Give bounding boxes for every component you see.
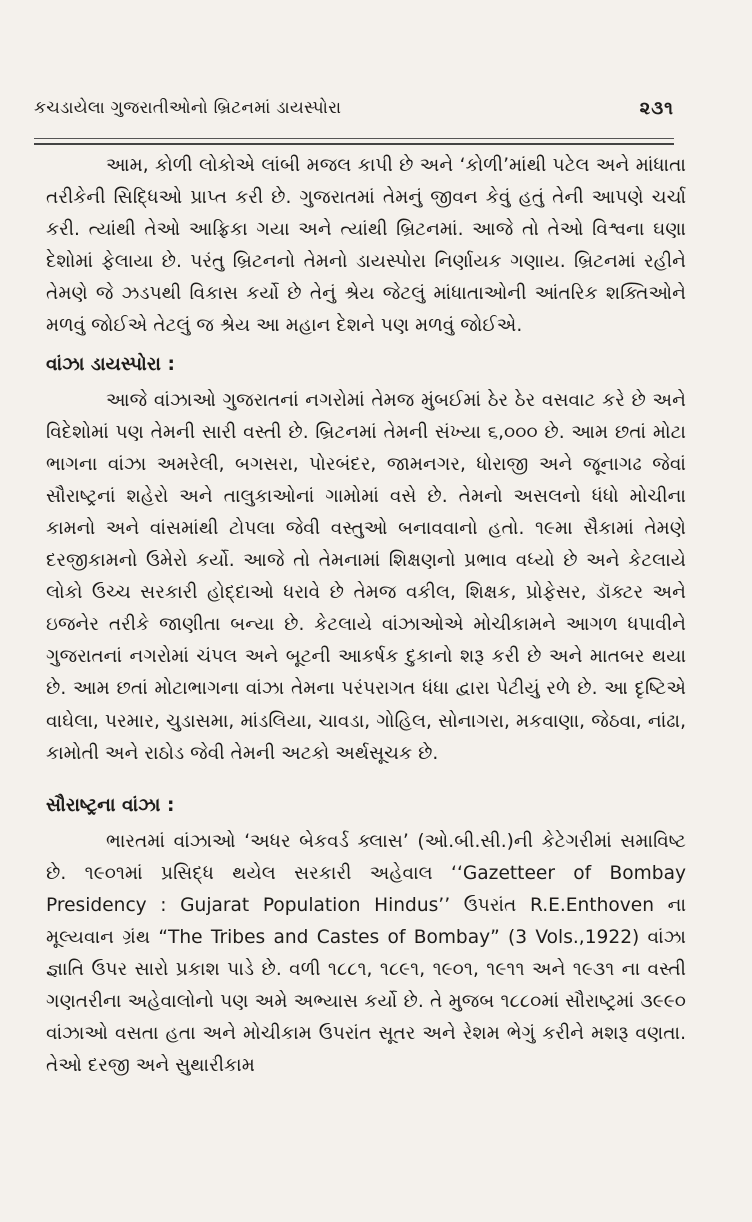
section-heading-saurashtra-vanza: સૌરાષ્ટ્રના વાંઝા : [46,794,175,816]
paragraph-vanza-diaspora: આજે વાંઝાઓ ગુજરાતનાં નગરોમાં તેમજ મુંબઈમાં ઠેર ઠેર વસવાટ કરે છે અને વિદેશોમાં પણ તેમની સારી વસ્તી છે. બ્રિટનમાં તેમની સંખ્યા ૬,૦૦૦ છે. આમ છતાં મોટા ભાગના વાંઝા અમરેલી, બગસરા, પોરબંદર, જામનગર, ધોરાજી અને જૂનાગઢ જેવાં સૌરાષ્ટ્રનાં શહેરો અને તાલુકાઓનાં ગામોમાં વસે છે. તેમનો અસલનો ધંધો મોચીના કામનો અને વાંસમાંથી ટોપલા જેવી વસ્તુઓ બનાવવાનો હતો. ૧૯મા સૈકામાં તેમણે દરજીકામનો ઉમેરો કર્યો. આજે તો તેમનામાં શિક્ષણનો પ્રભાવ વધ્યો છે અને કેટલાયે લોકો ઉચ્ચ સરકારી હોદ્દાઓ ધરાવે છે તેમજ વકીલ, શિક્ષક, પ્રોફેસર, ડૉક્ટર અને ઇજનેર તરીકે જાણીતા બન્યા છે. કેટલાયે વાંઝાઓએ મોચીકામને આગળ ધપાવીને ગુજરાતનાં નગરોમાં ચંપલ અને બૂટની આકર્ષક દુકાનો શરૂ કરી છે અને માતબર થયા છે. આમ છતાં મોટાભાગના વાંઝા તેમના પરંપરાગત ધંધા દ્વારા પેટીયું રળે છે. આ દૃષ્ટિએ વાઘેલા, પરમાર, ચુડાસમા, માંડલિયા, ચાવડા, ગોહિલ, સોનાગરા, મકવાણા, જેઠવા, નાંઢા, કામોતી અને રાઠોડ જેવી તેમની અટકો અર્થસૂચક છે. [46,389,687,764]
paragraph-saurashtra-vanza: ભારતમાં વાંઝાઓ ‘અધર બેકવર્ડ ક્લાસ’ (ઓ.બી.સી.)ની કેટેગરીમાં સમાવિષ્ટ છે. ૧૯૦૧માં પ્રસિદ્ધ થયેલ સરકારી અહેવાલ ‘‘Gazetteer of Bombay Presidency : Gujarat Population Hindus’’ ઉપરાંત R.E.Enthoven ના મૂલ્યવાન ગ્રંથ “The Tribes and Castes of Bombay” (3 Vols.,1922) વાંઝા જ્ઞાતિ ઉપર સારો પ્રકાશ પાડે છે. વળી ૧૮૮૧, ૧૮૯૧, ૧૯૦૧, ૧૯૧૧ અને ૧૯૩૧ ના વસ્તી ગણતરીના અહેવાલોનો પણ અમે અભ્યાસ કર્યો છે. તે મુજબ ૧૮૮૦માં સૌરાષ્ટ્રમાં ૩૯૯૦ વાંઝાઓ વસતા હતા અને મોચીકામ ઉપરાંત સૂતર અને રેશમ ભેગું કરીને મશરૂ વણતા. તેઓ દરજી અને સુથારીકામ [46,830,686,1077]
body-text [46,150,686,1082]
page-number: ૨૩૧ [639,98,674,119]
running-head: કચડાયેલા ગુજરાતીઓનો બ્રિટનમાં ડાયસ્પોરા [34,98,342,118]
page-header [34,98,674,128]
paragraph-koli-summary: આમ, કોળી લોકોએ લાંબી મજલ કાપી છે અને ‘કોળી’માંથી પટેલ અને માંધાતા તરીકેની સિદ્ધિઓ પ્રાપ્ત કરી છે. ગુજરાતમાં તેમનું જીવન કેવું હતું તેની આપણે ચર્ચા કરી. ત્યાંથી તેઓ આફ્રિકા ગયા અને ત્યાંથી બ્રિટનમાં. આજે તો તેઓ વિશ્વના ઘણા દેશોમાં ફેલાયા છે. પરંતુ બ્રિટનનો તેમનો ડાયસ્પોરા નિર્ણાયક ગણાય. બ્રિટનમાં રહીને તેમણે જે ઝડપથી વિકાસ કર્યો છે તેનું શ્રેય જેટલું માંધાતાઓની આંતરિક શક્તિઓને મળવું જોઈએ તેટલું જ શ્રેય આ મહાન દેશને પણ મળવું જોઈએ. [46,155,686,337]
header-rule [34,138,674,145]
section-heading-vanza-diaspora: વાંઝા ડાયસ્પોરા : [46,353,175,375]
